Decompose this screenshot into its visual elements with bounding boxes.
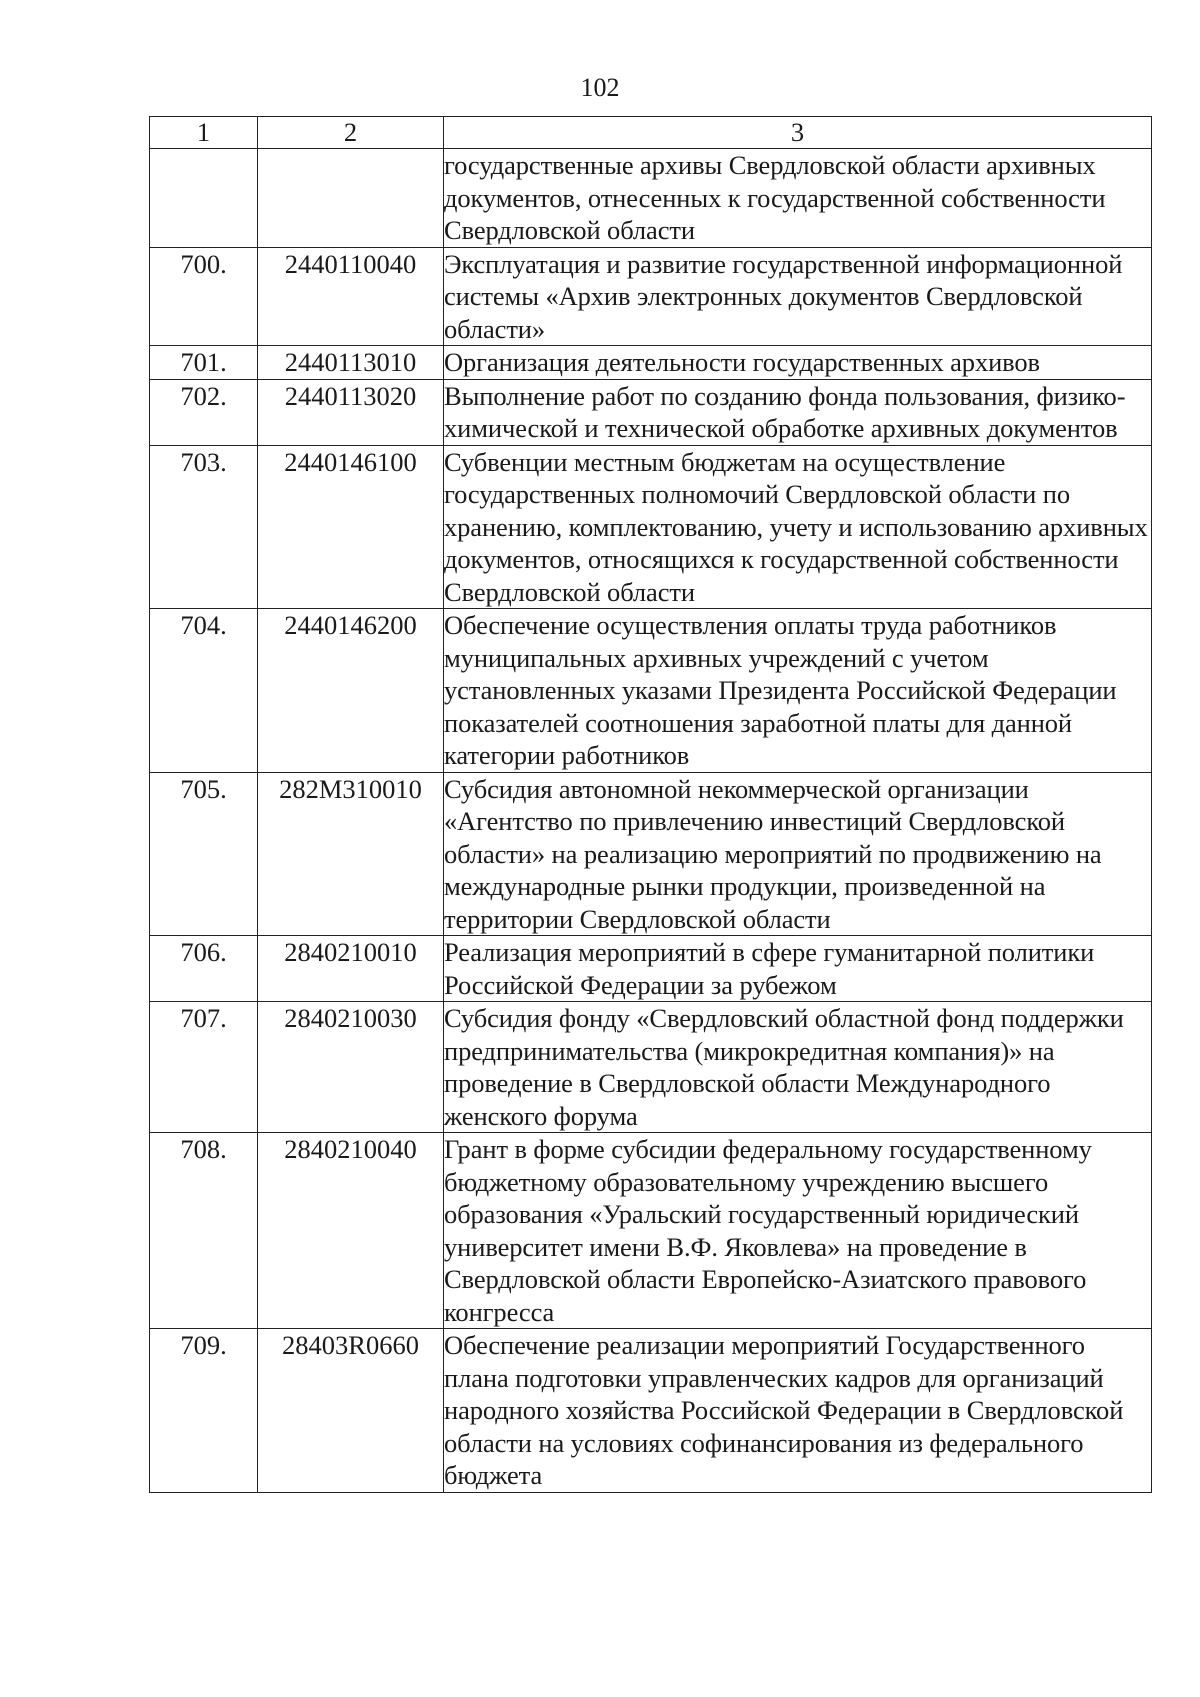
- row-code: 2440110040: [258, 247, 444, 346]
- row-number: 709.: [150, 1329, 258, 1493]
- row-description: Грант в форме субсидии федеральному государственному бюджетному образовательному учреждению высшего образования «Уральский государственный юридический университет имени В.Ф. Яковлева» на проведение в Свердловской области Европейско-Азиатского правового конгресса: [444, 1133, 1152, 1329]
- page-number: 102: [580, 73, 620, 102]
- row-number: 703.: [150, 445, 258, 609]
- row-description: Субсидия автономной некоммерческой организации «Агентство по привлечению инвестиций Свердловской области» на реализацию мероприятий по продвижению на международные рынки продукции, произведенной на территории Свердловской области: [444, 772, 1152, 936]
- row-number: 708.: [150, 1133, 258, 1329]
- row-code: 28403R0660: [258, 1329, 444, 1493]
- table-row: [150, 609, 1152, 773]
- row-number: 706.: [150, 936, 258, 1002]
- row-description: Эксплуатация и развитие государственной информационной системы «Архив электронных документов Свердловской области»: [444, 247, 1152, 346]
- table-row: [150, 1002, 1152, 1133]
- row-code: 282M310010: [258, 772, 444, 936]
- table-row: [150, 379, 1152, 445]
- row-number: 701.: [150, 346, 258, 380]
- row-description: Организация деятельности государственных архивов: [444, 346, 1152, 380]
- table-row: [150, 149, 1152, 248]
- row-number: 705.: [150, 772, 258, 936]
- budget-classification-table: [149, 116, 1152, 1493]
- row-code: 2440113020: [258, 379, 444, 445]
- row-number: 707.: [150, 1002, 258, 1133]
- row-code: 2840210030: [258, 1002, 444, 1133]
- table-row: [150, 1133, 1152, 1329]
- table-row: [150, 772, 1152, 936]
- row-number: 704.: [150, 609, 258, 773]
- row-number: 700.: [150, 247, 258, 346]
- row-number: 702.: [150, 379, 258, 445]
- row-description: Обеспечение осуществления оплаты труда работников муниципальных архивных учреждений с учетом установленных указами Президента Российской Федерации показателей соотношения заработной платы для данной категории работников: [444, 609, 1152, 773]
- row-code: 2840210040: [258, 1133, 444, 1329]
- table-row: [150, 346, 1152, 380]
- row-description: Субсидия фонду «Свердловский областной фонд поддержки предпринимательства (микрокредитная компания)» на проведение в Свердловской области Международного женского форума: [444, 1002, 1152, 1133]
- row-description: Субвенции местным бюджетам на осуществление государственных полномочий Свердловской области по хранению, комплектованию, учету и использованию архивных документов, относящихся к государственной собственности Свердловской области: [444, 445, 1152, 609]
- table-header-row: [150, 117, 1152, 149]
- column-header-1: 1: [150, 117, 258, 149]
- table-row: [150, 445, 1152, 609]
- row-number: [150, 149, 258, 248]
- table-row: [150, 1329, 1152, 1493]
- table-row: [150, 936, 1152, 1002]
- row-code: 2440113010: [258, 346, 444, 380]
- row-description: Выполнение работ по созданию фонда пользования, физико-химической и технической обработке архивных документов: [444, 379, 1152, 445]
- column-header-2: 2: [258, 117, 444, 149]
- row-code: 2440146200: [258, 609, 444, 773]
- row-code: [258, 149, 444, 248]
- row-code: 2840210010: [258, 936, 444, 1002]
- row-description: государственные архивы Свердловской области архивных документов, отнесенных к государственной собственности Свердловской области: [444, 149, 1152, 248]
- table-row: [150, 247, 1152, 346]
- row-description: Реализация мероприятий в сфере гуманитарной политики Российской Федерации за рубежом: [444, 936, 1152, 1002]
- column-header-3: 3: [444, 117, 1152, 149]
- row-code: 2440146100: [258, 445, 444, 609]
- row-description: Обеспечение реализации мероприятий Государственного плана подготовки управленческих кадров для организаций народного хозяйства Российской Федерации в Свердловской области на условиях софинансирования из федерального бюджета: [444, 1329, 1152, 1493]
